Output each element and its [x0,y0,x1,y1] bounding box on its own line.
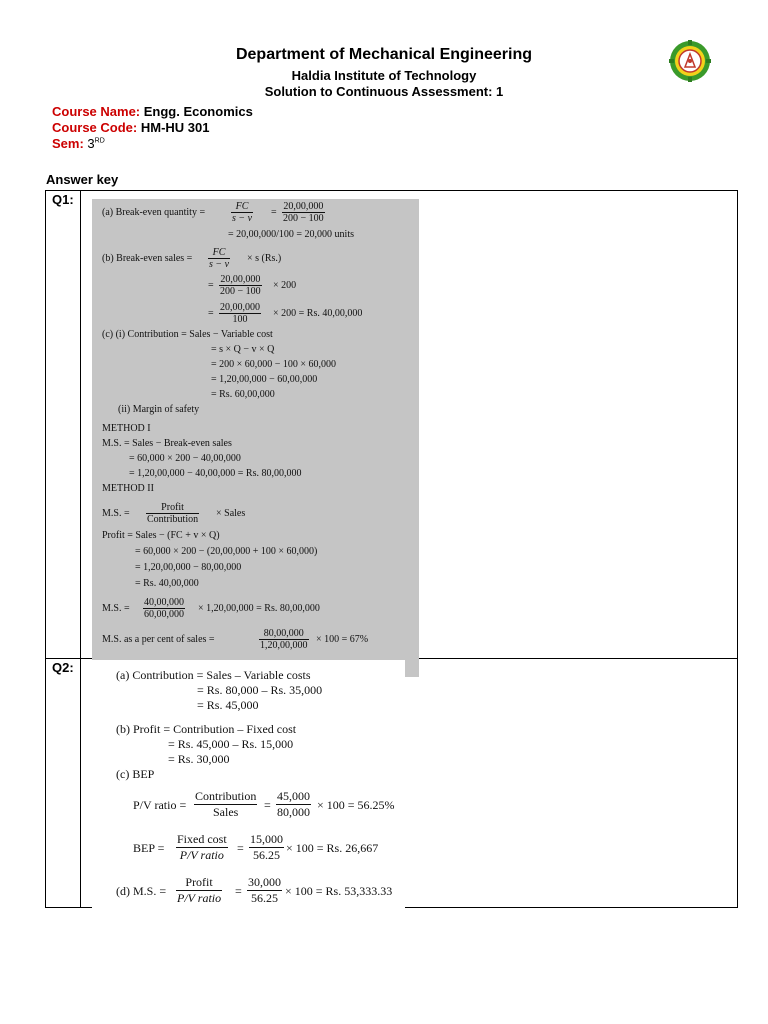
q1-fraction: 20,00,000 100 [220,302,260,325]
q2-fraction: Fixed cost P/V ratio [177,832,227,862]
q1-line: = 1,20,00,000 − 40,00,000 = Rs. 80,00,000 [129,468,302,479]
q2-line: (c) BEP [116,767,155,781]
q1-line: = [208,308,214,319]
answer-key-heading: Answer key [46,172,119,187]
q2-line: = [264,798,271,812]
q1-line: = 1,20,00,000 − 60,00,000 [211,374,318,385]
q2-fraction: 45,000 80,000 [277,789,310,819]
q1-line: M.S. = Sales − Break-even sales [102,438,232,449]
q1-line: M.S. = [102,603,130,614]
semester: Sem: 3RD [52,136,105,151]
q2-line: P/V ratio = [133,798,187,812]
q2-line: × 100 = 56.25% [317,798,395,812]
q1-fraction: 20,00,000 200 − 100 [220,274,261,297]
q1-line: Profit = Sales − (FC + v × Q) [102,530,220,541]
q2-fraction: 30,000 56.25 [248,875,281,905]
q1-line: (ii) Margin of safety [118,404,200,415]
q2-fraction: Contribution Sales [195,789,257,819]
institute-name: Haldia Institute of Technology [291,68,477,83]
q1-line: METHOD I [102,423,151,434]
q1-line: = 1,20,00,000 − 80,00,000 [135,562,242,573]
q1-line: = Rs. 40,00,000 [135,578,199,589]
q1-fraction: 80,00,000 1,20,00,000 [260,628,308,651]
q2-line: (a) Contribution = Sales – Variable costs [116,668,311,682]
q2-line: = [235,884,242,898]
assessment-title: Solution to Continuous Assessment: 1 [264,84,504,99]
q1-line: = 60,000 × 200 − 40,00,000 [129,453,241,464]
q1-line: = 60,000 × 200 − (20,00,000 + 100 × 60,000) [135,546,318,557]
q1-line: × 100 = 67% [316,634,369,645]
q1-line: = s × Q − v × Q [211,344,275,355]
q1-line: × s (Rs.) [247,253,282,264]
q1-line: × 1,20,00,000 = Rs. 80,00,000 [198,603,320,614]
q1-fraction: FC s − v [232,201,253,224]
q1-fraction: FC s − v [209,247,230,270]
q2-line: = [237,841,244,855]
department-title: Department of Mechanical Engineering [235,46,533,63]
q2-line: = Rs. 80,000 – Rs. 35,000 [197,683,323,697]
q1-fraction: Profit Contribution [147,502,199,525]
q1-line: (c) (i) Contribution = Sales − Variable cost [102,329,273,340]
q1-line: (b) Break-even sales = [102,253,193,264]
q1-line: = [208,280,214,291]
q1-line: M.S. = [102,508,130,519]
q2-line: (d) M.S. = [116,884,167,898]
q2-line: × 100 = Rs. 53,333.33 [285,884,393,898]
q1-line: METHOD II [102,483,154,494]
course-name: Course Name: Engg. Economics [52,104,253,119]
q2-fraction: Profit P/V ratio [177,875,222,905]
q1-line: × 200 = Rs. 40,00,000 [273,308,363,319]
institute-logo-icon [669,40,711,82]
q2-line: = Rs. 45,000 [197,698,259,712]
q2-line: = Rs. 45,000 – Rs. 15,000 [168,737,294,751]
q1-line: = 200 × 60,000 − 100 × 60,000 [211,359,337,370]
q1-line: × 200 [273,280,297,291]
q2-line: = Rs. 30,000 [168,752,230,766]
q2-line: BEP = [133,841,165,855]
q2-solution-image [92,660,405,908]
q1-solution-image [92,199,419,677]
q1-line: × Sales [216,508,246,519]
question-label-q1: Q1: [52,192,74,207]
q2-line: (b) Profit = Contribution – Fixed cost [116,722,297,736]
q1-line: = Rs. 60,00,000 [211,389,275,400]
q2-line: × 100 = Rs. 26,667 [286,841,379,855]
q2-fraction: 15,000 56.25 [250,832,283,862]
question-label-q2: Q2: [52,660,74,675]
q1-fraction: 40,00,000 60,00,000 [144,597,184,620]
table-divider [80,190,81,908]
q1-fraction: 20,00,000 200 − 100 [283,201,324,224]
q1-line: = 20,00,000/100 = 20,000 units [228,229,355,240]
q1-line: M.S. as a per cent of sales = [102,634,215,645]
q1-line: (a) Break-even quantity = [102,207,206,218]
q1-line: = [271,207,277,218]
course-code: Course Code: HM-HU 301 [52,120,210,135]
